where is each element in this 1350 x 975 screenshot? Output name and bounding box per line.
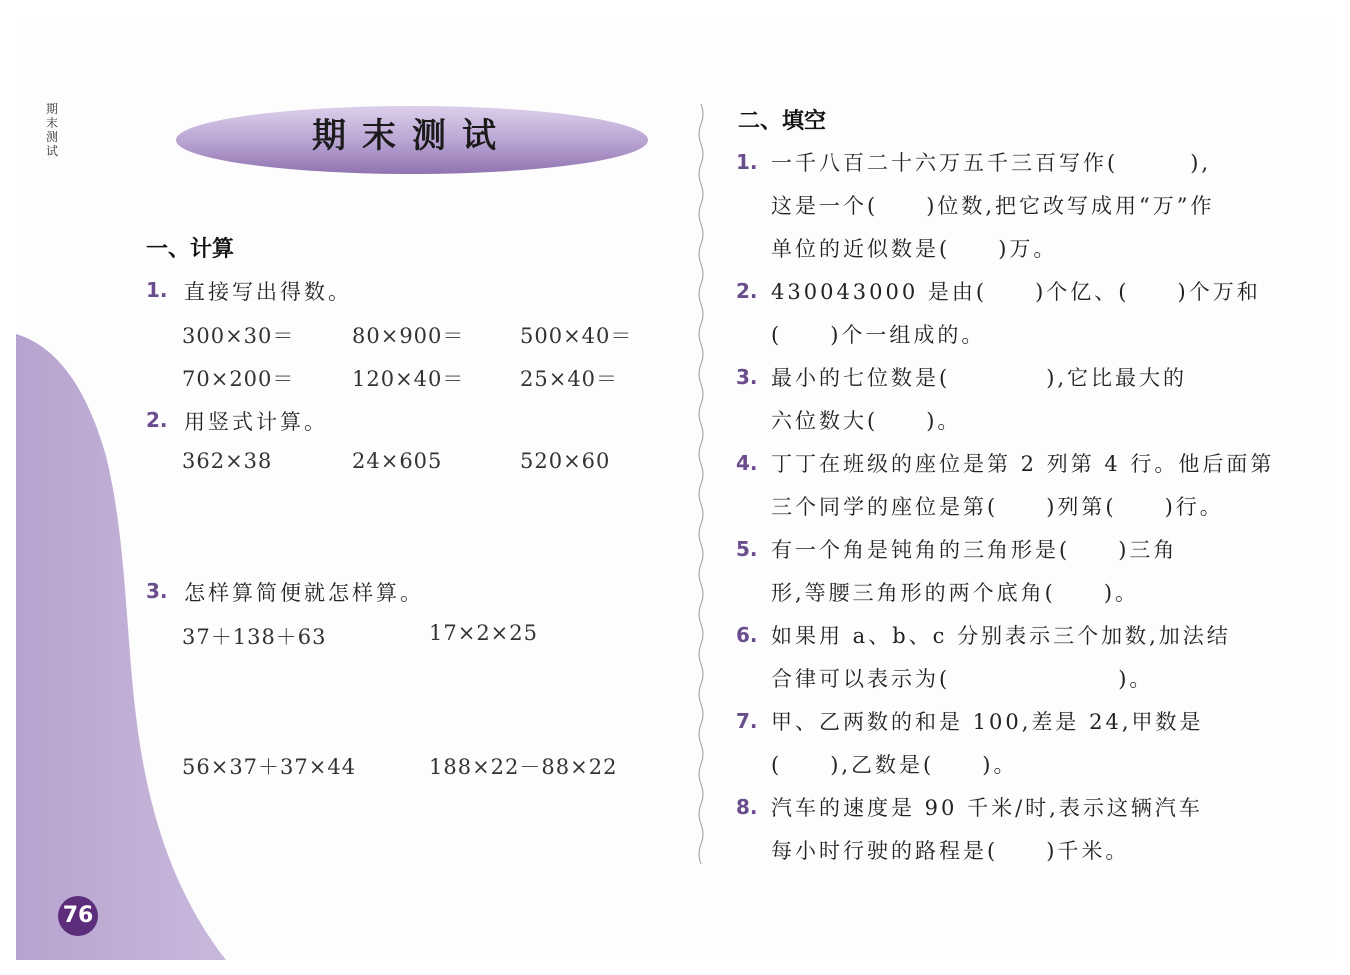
expression: 37＋138＋63 (182, 625, 327, 649)
side-label-char: 测 (46, 130, 59, 144)
question-number: 5. (736, 537, 758, 561)
section-heading-fill-blank: 二、填空 (738, 109, 827, 134)
question-line: 汽车的速度是 90 千米/时,表示这辆汽车 (771, 796, 1203, 820)
question-line: 一千八百二十六万五千三百写作( ), (771, 151, 1212, 175)
question-line: 如果用 a、b、c 分别表示三个加数,加法结 (771, 624, 1231, 648)
question-line: ( ),乙数是( )。 (771, 753, 1018, 777)
expression: 24×605 (352, 449, 443, 473)
page-number-badge: 76 (58, 896, 98, 936)
question-number: 6. (736, 623, 758, 647)
side-chapter-label (46, 102, 62, 158)
question-number: 2. (146, 408, 168, 432)
question-number: 2. (736, 279, 758, 303)
question-text: 怎样算简便就怎样算。 (184, 581, 424, 605)
question-line: 430043000 是由( )个亿、( )个万和 (771, 280, 1261, 304)
question-line: 这是一个( )位数,把它改写成用“万”作 (771, 194, 1215, 218)
side-label-char: 末 (46, 116, 59, 130)
expression: 70×200＝ (182, 367, 295, 391)
expression: 188×22－88×22 (429, 755, 618, 779)
side-label-char: 期 (46, 102, 59, 116)
column-divider (696, 104, 706, 864)
question-text: 直接写出得数。 (184, 280, 352, 304)
question-line: 丁丁在班级的座位是第 2 列第 4 行。他后面第 (771, 452, 1275, 476)
question-line: ( )个一组成的。 (771, 323, 986, 347)
question-text: 用竖式计算。 (184, 410, 328, 434)
question-line: 形,等腰三角形的两个底角( )。 (771, 581, 1140, 605)
question-line: 三个同学的座位是第( )列第( )行。 (771, 495, 1224, 519)
expression: 56×37＋37×44 (182, 755, 357, 779)
question-line: 单位的近似数是( )万。 (771, 237, 1058, 261)
question-number: 4. (736, 451, 758, 475)
question-number: 1. (146, 278, 168, 302)
question-number: 1. (736, 150, 758, 174)
question-line: 有一个角是钝角的三角形是( )三角 (771, 538, 1178, 562)
expression: 80×900＝ (352, 324, 465, 348)
question-number: 7. (736, 709, 758, 733)
expression: 520×60 (520, 449, 611, 473)
question-line: 六位数大( )。 (771, 409, 962, 433)
expression: 300×30＝ (182, 324, 295, 348)
expression: 120×40＝ (352, 367, 465, 391)
expression: 362×38 (182, 449, 273, 473)
question-line: 合律可以表示为( )。 (771, 667, 1154, 691)
question-number: 8. (736, 795, 758, 819)
question-number: 3. (736, 365, 758, 389)
question-line: 每小时行驶的路程是( )千米。 (771, 839, 1130, 863)
question-line: 最小的七位数是( ),它比最大的 (771, 366, 1188, 390)
expression: 17×2×25 (429, 621, 538, 645)
page-title: 期末测试 (312, 116, 512, 156)
question-number: 3. (146, 579, 168, 603)
expression: 500×40＝ (520, 324, 633, 348)
expression: 25×40＝ (520, 367, 619, 391)
page (16, 16, 1334, 960)
section-heading-calculation: 一、计算 (146, 237, 235, 262)
question-line: 甲、乙两数的和是 100,差是 24,甲数是 (771, 710, 1204, 734)
side-label-char: 试 (46, 144, 59, 158)
